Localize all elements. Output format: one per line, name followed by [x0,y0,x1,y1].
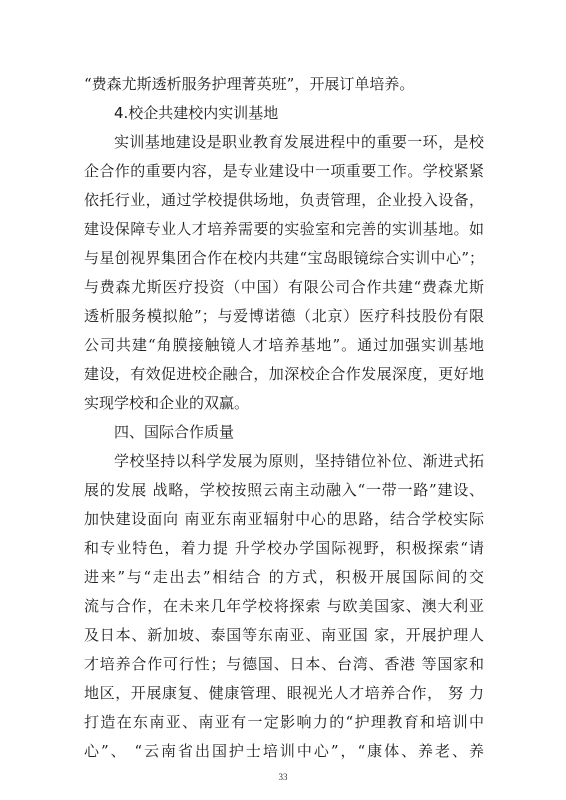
paragraph-line: 建设保障专业人才培养需要的实验室和完善的实训基地。如 [84,220,484,238]
paragraph-line: 进来”与“走出去”相结合 的方式，积极开展国际间的交 [84,568,484,586]
paragraph-line: 和专业特色，着力提 升学校办学国际视野，积极探索“请 [84,539,484,557]
paragraph-line: 实现学校和企业的双赢。 [84,394,250,412]
paragraph-line: 地区，开展康复、健康管理、眼视光人才培养合作， 努 力 [84,684,484,702]
paragraph-line: 企合作的重要内容，是专业建设中一项重要工作。学校紧紧 [84,162,484,180]
paragraph-line: 及日本、新加坡、泰国等东南亚、南亚国 家，开展护理人 [84,626,484,644]
paragraph-line: 流与合作，在未来几年学校将探索 与欧美国家、澳大利亚 [84,597,484,615]
section-heading-practice-base: 4.校企共建校内实训基地 [114,104,279,122]
paragraph-line: 加快建设面向 南亚东南亚辐射中心的思路，结合学校实际 [84,510,484,528]
paragraph-line: 心”、 “云南省出国护士培训中心”，“康体、养老、养 [84,742,484,760]
paragraph-line: 与星创视界集团合作在校内共建“宝岛眼镜综合实训中心”； [84,249,484,267]
section-heading-international: 四、国际合作质量 [114,423,235,441]
paragraph-line: 展的发展 战略，学校按照云南主动融入“一带一路”建设、 [84,481,484,499]
paragraph-line: “费森尤斯透析服务护理菁英班”，开展订单培养。 [84,75,415,93]
paragraph-line: 建设，有效促进校企融合，加深校企合作发展深度，更好地 [84,365,484,383]
paragraph-line: 才培养合作可行性；与德国、日本、台湾、香港 等国家和 [84,655,484,673]
page-number: 33 [278,772,288,782]
paragraph-line: 依托行业，通过学校提供场地，负责管理，企业投入设备， [84,191,484,209]
paragraph-line: 透析服务模拟舱”；与爱博诺德（北京）医疗科技股份有限 [84,307,484,325]
paragraph-line: 公司共建“角膜接触镜人才培养基地”。通过加强实训基地 [84,336,484,354]
paragraph-line: 打造在东南亚、南亚有一定影响力的“护理教育和培训中 [84,713,484,731]
paragraph-line: 与费森尤斯医疗投资（中国）有限公司合作共建“费森尤斯 [84,278,484,296]
paragraph-line: 实训基地建设是职业教育发展进程中的重要一环，是校 [114,133,484,151]
paragraph-line: 学校坚持以科学发展为原则，坚持错位补位、渐进式拓 [114,452,484,470]
